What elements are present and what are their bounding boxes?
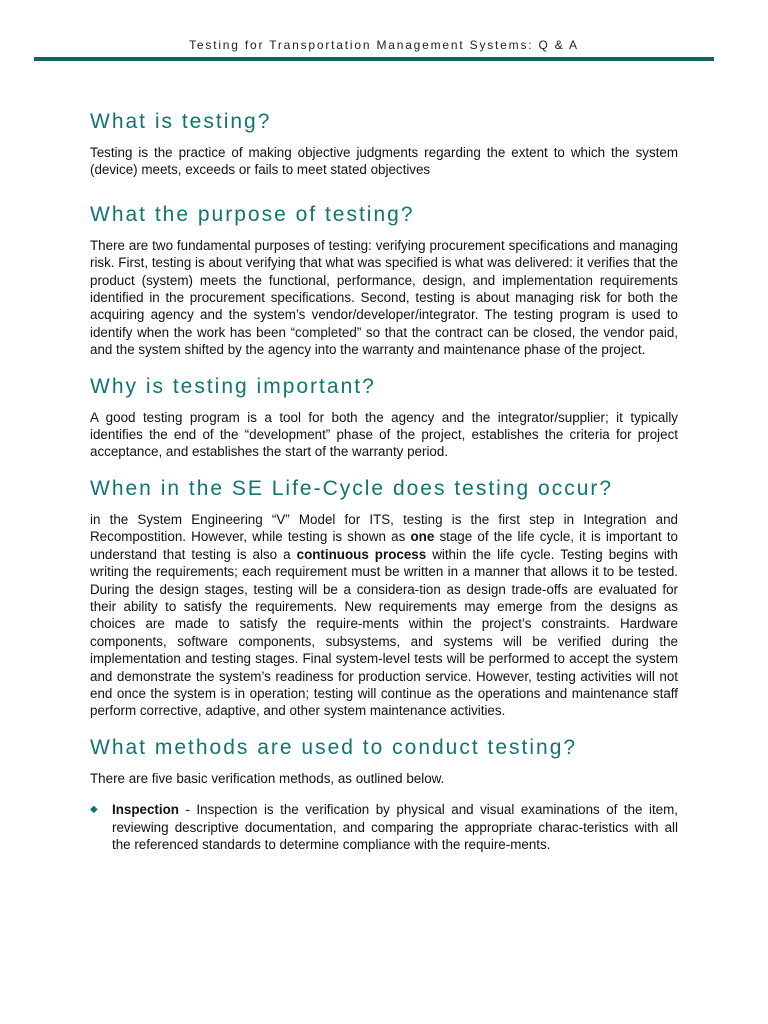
life-cycle-text-2: stage of the life cycle, it is important to understand that testing is also a <box>90 529 678 562</box>
section-body-what-is-testing: Testing is the practice of making objective judgments regarding the extent to which the system (device) meets, exceeds or fails to meet stated objectives <box>90 145 678 178</box>
life-cycle-bold-one: one <box>410 529 435 545</box>
section-heading-life-cycle: When in the SE Life-Cycle does testing occur? <box>90 476 614 500</box>
diamond-bullet-icon: ◆ <box>90 804 98 816</box>
life-cycle-bold-continuous: continuous process <box>296 546 427 562</box>
section-heading-methods: What methods are used to conduct testing? <box>90 735 578 759</box>
life-cycle-text-1: in the System Engineering “V” Model for ITS, testing is the first step in Integration and Recompostition. However, while testing is shown as <box>90 511 678 545</box>
section-body-importance: A good testing program is a tool for both the agency and the integrator/supplier; it typically identifies the end of the “development” phase of the project, establishes the criteria for project acceptance, and establishes the start of the warranty period. <box>90 409 678 460</box>
section-body-purpose: There are two fundamental purposes of testing: verifying procurement specifications and managing risk. First, testing is about verifying that what was specified is what was delivered: it verifies that the product (system) meets the functional, performance, design, and implementation requirements identified in the procurement specifications. Second, testing is about managing risk for both the acquiring agency and the system’s vendor/developer/integrator. The testing program is used to identify when the work has been “completed” so that the contract can be closed, the vendor paid, and the system shifted by the agency into the warranty and maintenance phase of the project. <box>90 237 678 358</box>
document-body <box>90 108 678 853</box>
page-header: Testing for Transportation Management Systems: Q & A <box>189 38 579 52</box>
section-body-methods: There are five basic verification methods, as outlined below. <box>90 770 445 786</box>
bullet-body <box>112 801 678 853</box>
section-heading-purpose: What the purpose of testing? <box>90 202 415 226</box>
section-heading-what-is-testing: What is testing? <box>90 110 272 133</box>
bullet-term: Inspection <box>112 802 179 818</box>
bullet-text: - Inspection is the verification by physical and visual examinations of the item, reviewing descriptive documentation, and comparing the appropriate charac-teristics with all the referenced standards to determine compliance with the require-ments. <box>112 802 678 852</box>
bullet-item-inspection <box>90 801 678 853</box>
life-cycle-text-3: within the life cycle. Testing begins with writing the requirements; each requirement must be written in a manner that allows it to be tested. During the design stages, testing will be a considera-tion as design trade-offs are evaluated for their ability to satisfy the requirements. New requirements may emerge from the designs as choices are made to satisfy the require-ments within the project’s constraints. Hardware components, software components, subsystems, and systems will be verified during the implementation and testing stages. Final system-level tests will be performed to accept the system and demonstrate the system’s readiness for production service. However, testing activities will not end once the system is in operation; testing will continue as the operations and maintenance staff perform corrective, adaptive, and other system maintenance activities. <box>90 546 678 719</box>
section-body-life-cycle <box>90 511 678 720</box>
section-heading-importance: Why is testing important? <box>90 374 376 398</box>
header-rule <box>34 57 714 61</box>
